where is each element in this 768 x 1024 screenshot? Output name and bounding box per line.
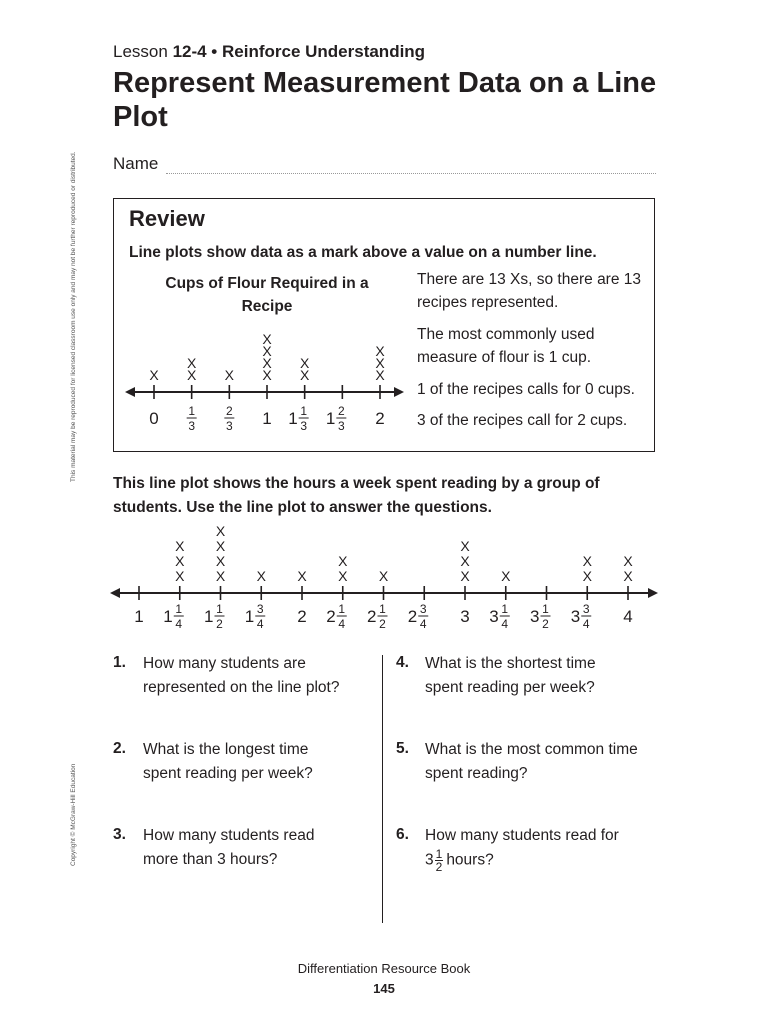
question-number: 2. — [113, 740, 126, 757]
tick-label-denominator: 4 — [338, 617, 346, 631]
review-fact-3: 1 of the recipes calls for 0 cups. — [417, 381, 635, 398]
lesson-word: Lesson — [113, 42, 168, 61]
data-mark-x: X — [582, 553, 592, 569]
side-note-bottom: Copyright © McGraw-Hill Education — [70, 763, 77, 866]
tick-label-whole: 3 — [530, 607, 540, 626]
left-arrowhead — [125, 387, 135, 397]
data-mark-x: X — [375, 343, 385, 359]
tick-label-whole: 2 — [297, 607, 307, 626]
tick-label-whole: 1 — [163, 607, 173, 626]
tick-label-numerator: 1 — [216, 602, 223, 616]
review-heading: Review — [129, 206, 205, 231]
tick-label-denominator: 2 — [542, 617, 549, 631]
tick-label-numerator: 3 — [256, 602, 264, 616]
data-mark-x: X — [256, 568, 266, 584]
tick-label-numerator: 1 — [542, 602, 549, 616]
tick-label-denominator: 2 — [216, 617, 223, 631]
data-mark-x: X — [375, 367, 385, 383]
name-label: Name — [113, 154, 159, 173]
tick-label-whole: 1 — [204, 607, 214, 626]
data-mark-x: X — [262, 343, 272, 359]
data-mark-x: X — [338, 568, 348, 584]
tick-label-numerator: 1 — [501, 602, 509, 616]
right-arrowhead — [648, 588, 658, 598]
chart1-title: Cups of Flour Required in a Recipe — [165, 275, 369, 315]
question-text: What is the longest time spent reading per week? — [143, 741, 313, 782]
tick-label-numerator: 2 — [225, 404, 233, 418]
question-text-tail: hours? — [446, 851, 494, 869]
review-fact-4: 3 of the recipes call for 2 cups. — [417, 412, 628, 429]
data-mark-x: X — [215, 568, 226, 584]
data-mark-x: X — [262, 331, 272, 347]
review-fact-2: The most commonly used measure of flour is 1 cup. — [417, 326, 595, 366]
data-mark-x: X — [460, 553, 470, 569]
data-mark-x: X — [378, 568, 389, 584]
data-mark-x: X — [175, 553, 185, 569]
tick-label-whole: 1 — [134, 607, 144, 626]
data-mark-x: X — [186, 355, 197, 371]
right-arrowhead — [394, 387, 404, 397]
tick-label-whole: 4 — [623, 607, 633, 626]
tick-label-whole: 0 — [149, 409, 159, 428]
tick-label-whole: 2 — [407, 607, 418, 626]
data-mark-x: X — [623, 553, 633, 569]
data-mark-x: X — [215, 523, 226, 539]
fraction-numerator: 1 — [435, 847, 443, 861]
question-number: 5. — [396, 740, 409, 757]
instructions: This line plot shows the hours a week spent reading by a group of students. Use the line plot to answer the questions. — [113, 475, 600, 516]
question-text-line1: How many students read for — [425, 827, 619, 844]
data-mark-x: X — [460, 568, 470, 584]
lesson-number: 12-4 • Reinforce Understanding — [172, 42, 426, 61]
data-mark-x: X — [175, 538, 185, 554]
tick-label-denominator: 2 — [379, 617, 386, 631]
question-text: What is the shortest time spent reading per week? — [425, 655, 596, 696]
left-arrowhead — [110, 588, 120, 598]
tick-label-whole: 3 — [460, 607, 470, 626]
tick-label-whole: 2 — [367, 607, 377, 626]
column-divider — [382, 655, 383, 923]
data-mark-x: X — [338, 553, 348, 569]
tick-label-denominator: 3 — [337, 419, 345, 433]
tick-label-denominator: 4 — [501, 617, 509, 631]
data-mark-x: X — [582, 568, 592, 584]
tick-label-numerator: 3 — [582, 602, 590, 616]
tick-label-numerator: 1 — [188, 404, 196, 418]
data-mark-x: X — [186, 367, 197, 383]
tick-label-whole: 3 — [570, 607, 581, 626]
tick-label-numerator: 3 — [419, 602, 427, 616]
tick-label-whole: 3 — [489, 607, 499, 626]
data-mark-x: X — [175, 568, 185, 584]
data-mark-x: X — [215, 538, 226, 554]
page-number: 145 — [373, 981, 395, 996]
reading-line-plot — [108, 518, 663, 640]
question-text: What is the most common time spent reading? — [425, 741, 638, 782]
question-text: How many students are represented on the line plot? — [143, 655, 340, 696]
review-intro: Line plots show data as a mark above a value on a number line. — [129, 244, 597, 261]
page-title: Represent Measurement Data on a Line Plot — [113, 67, 657, 133]
fraction — [435, 848, 444, 873]
question-number: 3. — [113, 826, 126, 843]
footer-book-title: Differentiation Resource Book — [297, 961, 471, 976]
tick-label-numerator: 2 — [337, 404, 345, 418]
tick-label-denominator: 3 — [188, 419, 196, 433]
tick-label-numerator: 1 — [379, 602, 386, 616]
fraction-denominator: 2 — [435, 860, 443, 874]
tick-label-numerator: 1 — [338, 602, 346, 616]
tick-label-whole: 2 — [326, 607, 336, 626]
name-line[interactable] — [166, 173, 656, 174]
tick-label-denominator: 4 — [256, 617, 264, 631]
data-mark-x: X — [297, 568, 307, 584]
tick-label-whole: 1 — [262, 409, 272, 428]
data-mark-x: X — [501, 568, 511, 584]
tick-label-numerator: 1 — [300, 404, 308, 418]
tick-label-denominator: 3 — [300, 419, 308, 433]
data-mark-x: X — [375, 355, 385, 371]
data-mark-x: X — [149, 367, 159, 383]
tick-label-denominator: 4 — [175, 617, 183, 631]
tick-label-numerator: 1 — [175, 602, 183, 616]
tick-label-whole: 1 — [325, 409, 336, 428]
lesson-label — [113, 42, 425, 62]
data-mark-x: X — [262, 355, 272, 371]
tick-label-whole: 2 — [375, 409, 385, 428]
data-mark-x: X — [262, 367, 272, 383]
side-note-top: This material may be reproduced for licensed classroom use only and may not be further reproduced or distributed. — [70, 151, 77, 482]
question-number: 1. — [113, 654, 126, 671]
data-mark-x: X — [460, 538, 470, 554]
data-mark-x: X — [224, 367, 235, 383]
data-mark-x: X — [299, 367, 310, 383]
tick-label-whole: 1 — [288, 409, 298, 428]
data-mark-x: X — [623, 568, 633, 584]
review-fact-1: There are 13 Xs, so there are 13 recipes represented. — [417, 271, 642, 311]
mixed-number-whole: 3 — [425, 851, 434, 869]
question-number: 6. — [396, 826, 409, 843]
flour-line-plot — [113, 320, 413, 440]
question-text: How many students read more than 3 hours? — [143, 827, 315, 868]
question-number: 4. — [396, 654, 409, 671]
tick-label-denominator: 3 — [225, 419, 233, 433]
tick-label-denominator: 4 — [419, 617, 427, 631]
tick-label-denominator: 4 — [582, 617, 590, 631]
question-text-line2 — [425, 848, 655, 873]
data-mark-x: X — [215, 553, 226, 569]
tick-label-whole: 1 — [244, 607, 255, 626]
data-mark-x: X — [299, 355, 310, 371]
